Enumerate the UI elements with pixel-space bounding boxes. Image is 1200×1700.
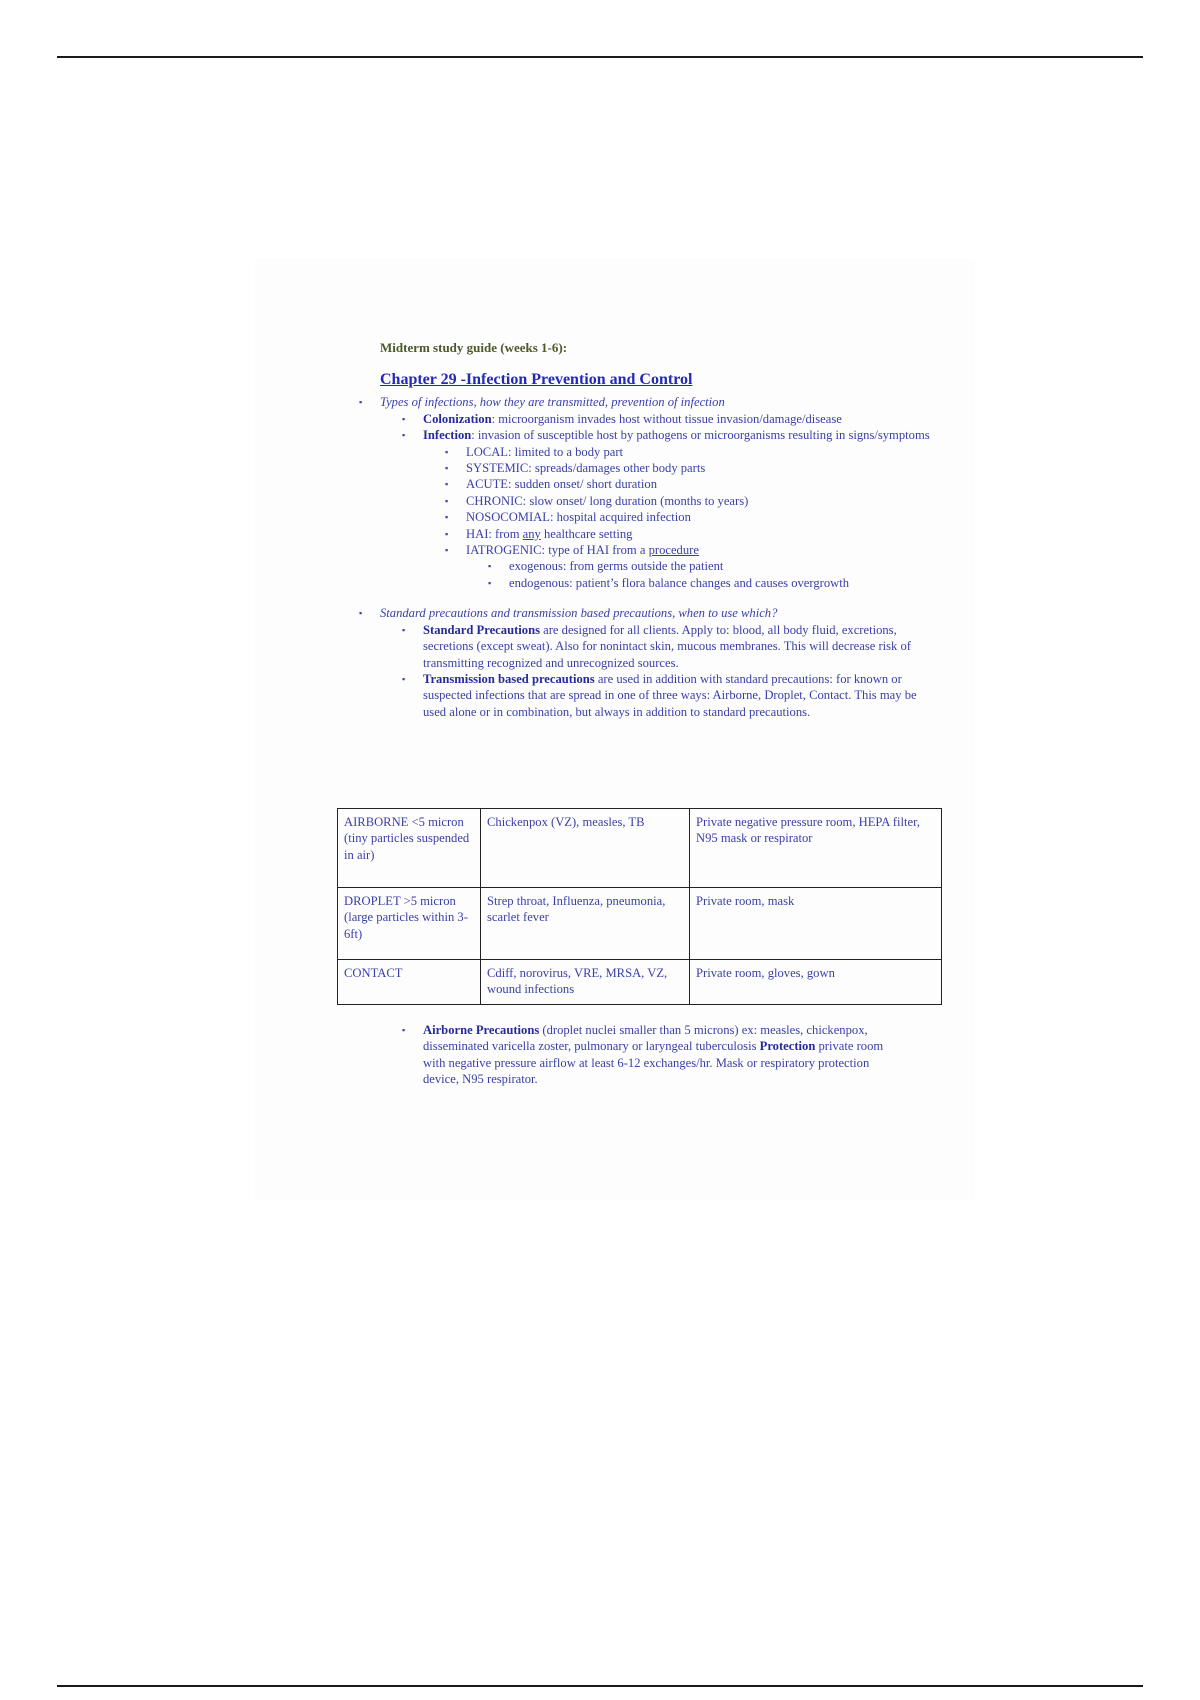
outline-item-types	[380, 394, 935, 605]
transmission-text: are used in addition with standard precautions: for known or suspected infections that are spread in one of three ways: Airborne, Droplet, Contact. This may be used alone or in combination, but always in addition to standard precautions.	[423, 671, 917, 719]
table-cell: AIRBORNE <5 micron (tiny particles suspended in air)	[338, 809, 481, 888]
bottom-rule	[57, 1685, 1143, 1687]
table-cell: DROPLET >5 micron (large particles within 3-6ft)	[338, 888, 481, 960]
hai-item	[466, 526, 935, 542]
infection-term: Infection	[423, 428, 472, 443]
table-row	[338, 809, 942, 888]
precautions-heading: Standard precautions and transmission based precautions, when to use which?	[380, 606, 778, 621]
infection-type-item: ▪ LOCAL: limited to a body part	[466, 444, 935, 460]
colonization-text: : microorganism invades host without tissue invasion/damage/disease	[491, 411, 842, 426]
table-cell: Private room, mask	[690, 888, 942, 960]
table-cell: CONTACT	[338, 960, 481, 1005]
iatrogenic-prefix: IATROGENIC: type of HAI from a	[466, 543, 649, 558]
iatrogenic-item	[466, 542, 935, 591]
infection-types-list	[466, 444, 935, 592]
airborne-item	[423, 1022, 893, 1088]
hai-prefix: HAI: from	[466, 526, 523, 541]
source-item: ▪ endogenous: patient’s flora balance changes and causes overgrowth	[509, 575, 935, 591]
source-list	[509, 558, 935, 591]
outline-level-1	[380, 394, 935, 720]
top-rule	[57, 56, 1143, 58]
types-heading: Types of infections, how they are transmitted, prevention of infection	[380, 395, 725, 410]
table-row	[338, 960, 942, 1005]
infection-type-item: ▪ CHRONIC: slow onset/ long duration (months to years)	[466, 493, 935, 509]
chapter-title: Chapter 29 -Infection Prevention and Control	[380, 371, 693, 389]
standard-text: are designed for all clients. Apply to: blood, all body fluid, excretions, secretions (except sweat). Also for nonintact skin, mucous membranes. This will decrease risk of transmitting recognized and unrecognized sources.	[423, 622, 911, 670]
table-row	[338, 888, 942, 960]
standard-precautions-item	[423, 622, 935, 671]
precautions-list	[423, 622, 935, 720]
table-cell: Private negative pressure room, HEPA filter, N95 mask or respirator	[690, 809, 942, 888]
protection-term: Protection	[759, 1039, 816, 1054]
outline-level-2	[423, 411, 935, 591]
infection-type-item: ▪ ACUTE: sudden onset/ short duration	[466, 476, 935, 492]
colonization-item	[423, 411, 935, 427]
source-item: ▪ exogenous: from germs outside the patient	[509, 558, 935, 574]
precautions-table	[337, 808, 942, 1005]
colonization-term: Colonization	[423, 411, 492, 426]
table-cell: Strep throat, Influenza, pneumonia, scarlet fever	[481, 888, 690, 960]
guide-title: Midterm study guide (weeks 1-6):	[380, 340, 568, 355]
infection-type-item: ▪ NOSOCOMIAL: hospital acquired infection	[466, 509, 935, 525]
spacer	[380, 591, 935, 605]
standard-term: Standard Precautions	[423, 622, 540, 637]
hai-suffix: healthcare setting	[540, 526, 633, 541]
iatrogenic-emph: procedure	[648, 543, 699, 558]
study-guide-content	[380, 340, 935, 720]
protection-text: private room with negative pressure airflow at least 6-12 exchanges/hr. Mask or respiratory protection device, N95 respirator.	[423, 1039, 884, 1087]
transmission-precautions-item	[423, 671, 935, 720]
infection-text: : invasion of susceptible host by pathogens or microorganisms resulting in signs/symptoms	[471, 428, 930, 443]
table-cell: Chickenpox (VZ), measles, TB	[481, 809, 690, 888]
hai-emph: any	[522, 526, 541, 541]
table-cell: Cdiff, norovirus, VRE, MRSA, VZ, wound infections	[481, 960, 690, 1005]
airborne-text: (droplet nuclei smaller than 5 microns) ex: measles, chickenpox, disseminated varicella zoster, pulmonary or laryngeal tuberculosis	[423, 1023, 868, 1054]
transmission-term: Transmission based precautions	[423, 671, 595, 686]
infection-type-item: ▪ SYSTEMIC: spreads/damages other body parts	[466, 460, 935, 476]
airborne-term: Airborne Precautions	[423, 1023, 540, 1037]
outline-item-precautions	[380, 605, 935, 720]
infection-item	[423, 427, 935, 591]
airborne-list	[423, 1022, 893, 1088]
table-cell: Private room, gloves, gown	[690, 960, 942, 1005]
airborne-section	[423, 1022, 893, 1088]
